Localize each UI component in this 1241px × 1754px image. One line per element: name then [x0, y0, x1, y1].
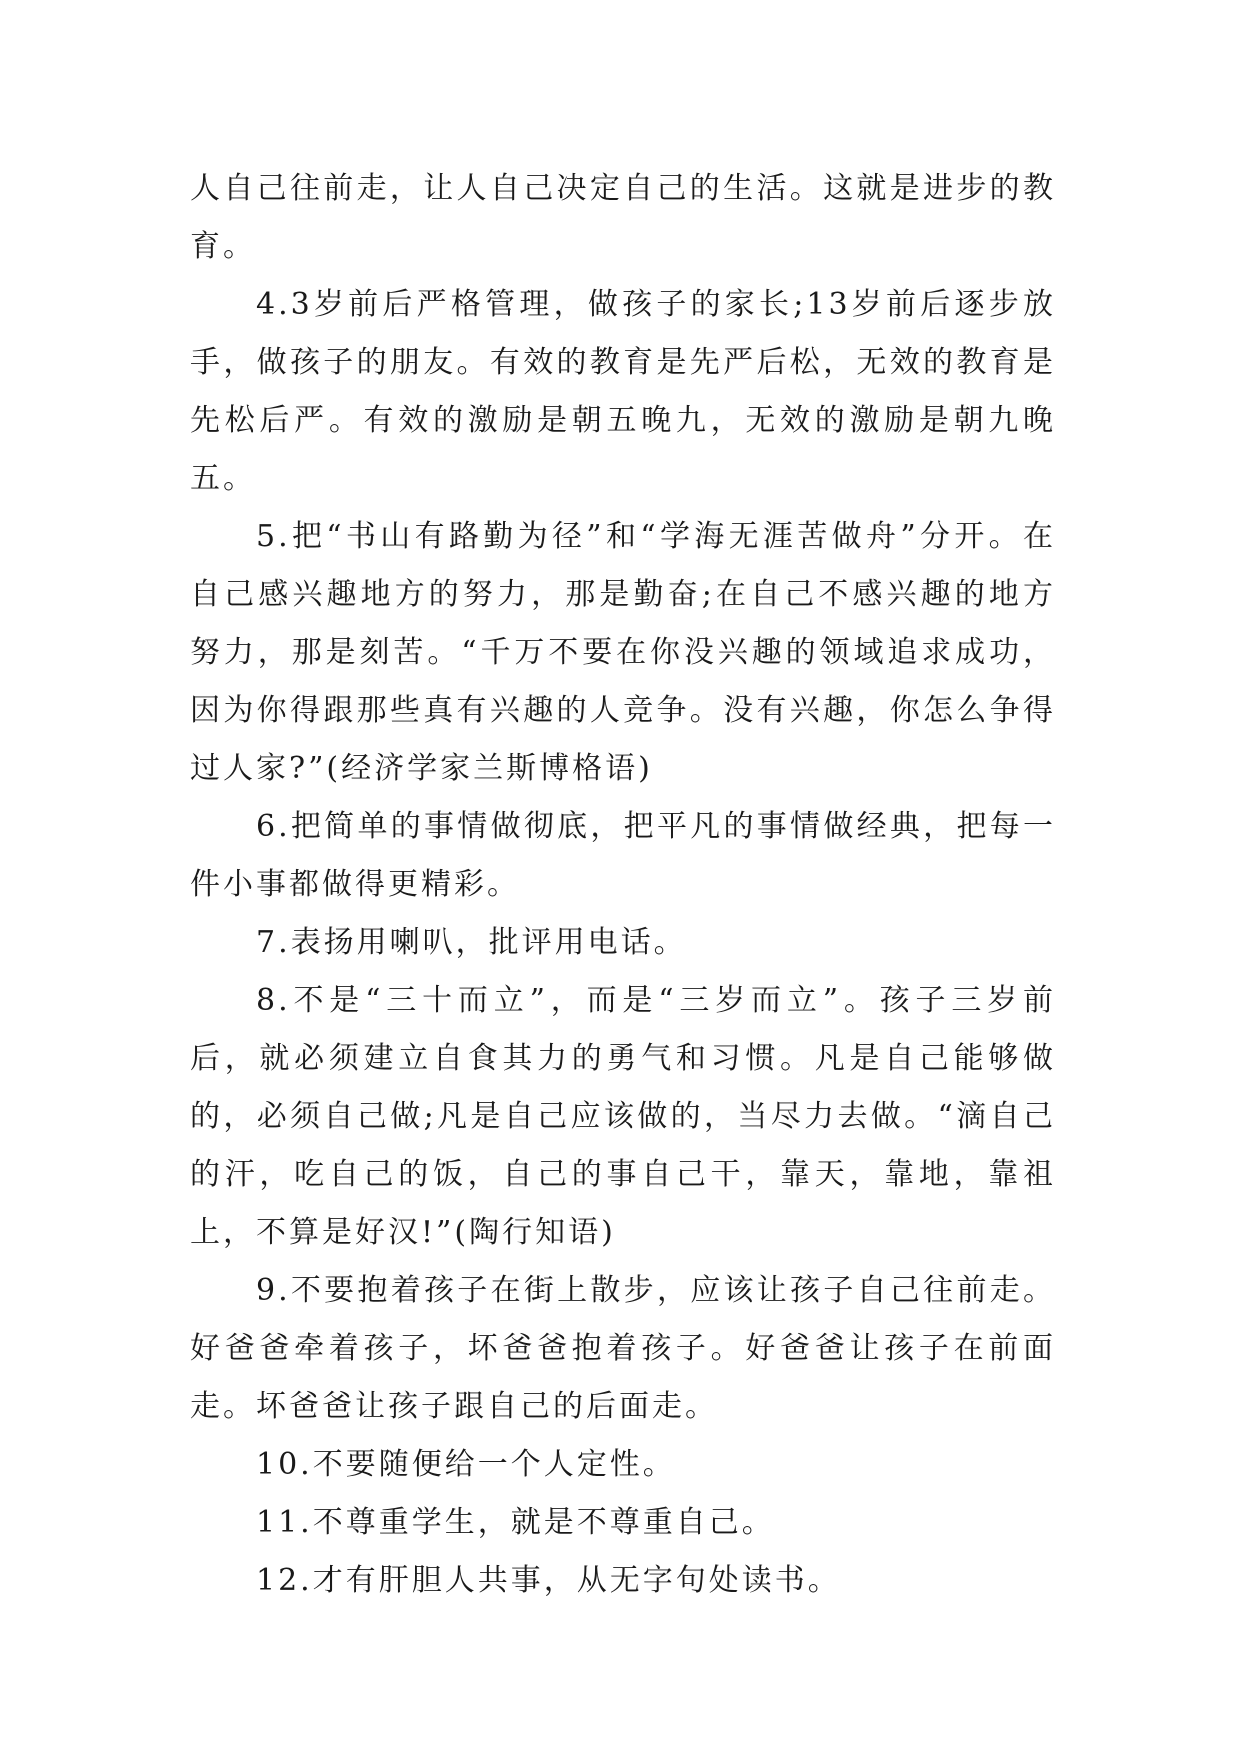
- paragraph-item-10: 10.不要随便给一个人定性。: [256, 1447, 676, 1482]
- document-body: [190, 160, 1056, 1610]
- paragraph-item-6: 6.把简单的事情做彻底，把平凡的事情做经典，把每一件小事都做得更精彩。: [190, 809, 1056, 902]
- paragraph-continuation: 人自己往前走，让人自己决定自己的生活。这就是进步的教育。: [190, 171, 1056, 264]
- paragraph-item-11: 11.不尊重学生，就是不尊重自己。: [256, 1505, 775, 1540]
- paragraph-item-9: 9.不要抱着孩子在街上散步，应该让孩子自己往前走。好爸爸牵着孩子，坏爸爸抱着孩子。好爸爸让孩子在前面走。坏爸爸让孩子跟自己的后面走。: [190, 1273, 1056, 1424]
- paragraph-item-12: 12.才有肝胆人共事，从无字句处读书。: [256, 1563, 841, 1598]
- paragraph-item-8: 8.不是“三十而立”，而是“三岁而立”。孩子三岁前后，就必须建立自食其力的勇气和习惯。凡是自己能够做的，必须自己做;凡是自己应该做的，当尽力去做。“滴自己的汗，吃自己的饭，自己的事自己干，靠天，靠地，靠祖上，不算是好汉!”(陶行知语): [190, 983, 1056, 1250]
- paragraph-item-5: 5.把“书山有路勤为径”和“学海无涯苦做舟”分开。在自己感兴趣地方的努力，那是勤奋;在自己不感兴趣的地方努力，那是刻苦。“千万不要在你没兴趣的领域追求成功，因为你得跟那些真有兴趣的人竞争。没有兴趣，你怎么争得过人家?”(经济学家兰斯博格语): [190, 519, 1056, 786]
- paragraph-item-4: 4.3岁前后严格管理，做孩子的家长;13岁前后逐步放手，做孩子的朋友。有效的教育是先严后松，无效的教育是先松后严。有效的激励是朝五晚九，无效的激励是朝九晚五。: [190, 287, 1056, 496]
- paragraph-item-7: 7.表扬用喇叭，批评用电话。: [256, 925, 687, 960]
